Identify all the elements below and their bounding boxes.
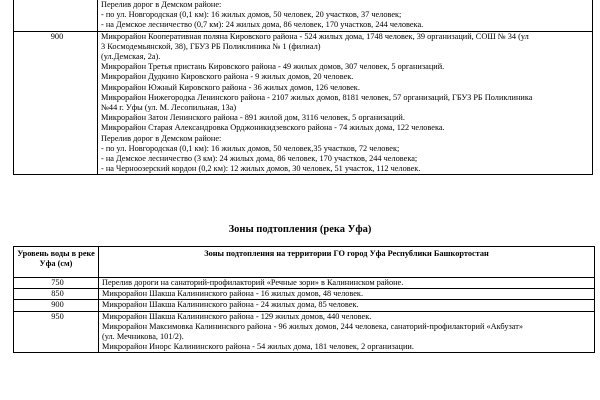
description-line: Микрорайон Дудкино Кировского района - 9 жилых домов, 20 человек. xyxy=(101,72,354,82)
water-level-cell: 750 xyxy=(14,278,99,289)
description-line: Микрорайон Старая Александровка Орджоникидзевского района - 74 жилых дома, 122 человека. xyxy=(101,123,445,133)
zone-description-cell xyxy=(99,278,595,289)
table-row xyxy=(14,311,595,353)
section-title: Зоны подтопления (река Уфа) xyxy=(228,224,372,235)
zone-description-cell xyxy=(98,0,593,31)
description-line: Микрорайон Шакша Калининского района - 24 жилых дома, 85 человек. xyxy=(102,300,359,310)
water-level-cell: 900 xyxy=(14,300,99,311)
water-level-cell: 950 xyxy=(14,311,99,353)
table-row xyxy=(14,0,593,31)
description-line: Микрорайон Затон Ленинского района - 891 жилой дом, 3116 человек, 5 организаций. xyxy=(101,113,405,123)
table-row xyxy=(14,300,595,311)
table-row xyxy=(14,31,593,175)
flood-zones-table-continued xyxy=(13,0,593,175)
description-line: - на Черноозерский кордон (0,2 км): 12 жилых домов, 30 человек, 51 участок, 112 человек. xyxy=(101,164,421,174)
table-header-row xyxy=(14,247,595,278)
water-level-cell xyxy=(14,0,98,31)
description-line: Микрорайон Максимовка Калининского района - 96 жилых домов, 244 человека, санаторий-профилакторий «Акбузат» xyxy=(102,321,524,331)
description-line: - по ул. Новгородская (0,1 км): 16 жилых домов, 50 человек, 20 участков, 37 человек; xyxy=(101,10,402,20)
description-line: Микрорайон Южный Кировского района - 36 жилых домов, 126 человек. xyxy=(101,82,360,92)
description-line: Перелив дороги на санаторий-профилакторий «Речные зори» в Калининском районе. xyxy=(102,278,404,287)
table-row xyxy=(14,289,595,300)
description-line: Микрорайон Кооперативная поляна Кировского района - 524 жилых дома, 1748 человек, 39 организаций, СОШ № 34 (ул xyxy=(101,31,529,41)
description-line: (ул. Мечникова, 101/2). xyxy=(102,332,184,342)
column-header-zones: Зоны подтопления на территории ГО город Уфа Республики Башкортостан xyxy=(99,247,595,278)
description-line: - по ул. Новгородская (0,1 км): 16 жилых домов, 50 человек,35 участков, 72 человек; xyxy=(101,143,400,153)
description-line: Микрорайон Шакша Калининского района - 16 жилых домов, 48 человек. xyxy=(102,289,364,299)
description-line: - на Демское лесничество (3 км): 24 жилых дома, 86 человек, 170 участков, 244 человека; xyxy=(101,154,418,164)
description-line: (ул.Демская, 2а). xyxy=(101,52,161,62)
description-line: Перелив дорог в Демском районе: xyxy=(101,133,222,143)
flood-zones-table xyxy=(13,246,595,353)
description-line: №44 г. Уфы (ул. М. Лесопильная, 13а) xyxy=(101,103,237,113)
column-header-water-level: Уровень воды в реке Уфа (см) xyxy=(14,247,99,278)
description-line: Перелив дорог в Демском районе: xyxy=(101,0,222,9)
zone-description-cell xyxy=(99,289,595,300)
water-level-cell: 900 xyxy=(14,31,98,175)
zone-description-cell xyxy=(99,311,595,353)
zone-description-cell xyxy=(99,300,595,311)
zone-description-cell xyxy=(98,31,593,175)
description-line: 3 Космодемьянской, 38), ГБУЗ РБ Поликлиника № 1 (филиал) xyxy=(101,41,321,51)
description-line: Микрорайон Третья пристань Кировского района - 49 жилых домов, 307 человек, 5 организаций. xyxy=(101,62,445,72)
water-level-cell: 850 xyxy=(14,289,99,300)
description-line: - на Демское лесничество (0,7 км): 24 жилых дома, 86 человек, 170 участков, 244 человека. xyxy=(101,20,424,30)
description-line: Микрорайон Нижегородка Ленинского района - 2107 жилых домов, 8181 человек, 57 организаций, ГБУЗ РБ Поликлиника xyxy=(101,92,533,102)
description-line: Микрорайон Шакша Калининского района - 129 жилых домов, 440 человек. xyxy=(102,311,372,321)
description-line: Микрорайон Инорс Калининского района - 54 жилых дома, 181 человек, 2 организации. xyxy=(102,342,414,352)
table-row xyxy=(14,278,595,289)
